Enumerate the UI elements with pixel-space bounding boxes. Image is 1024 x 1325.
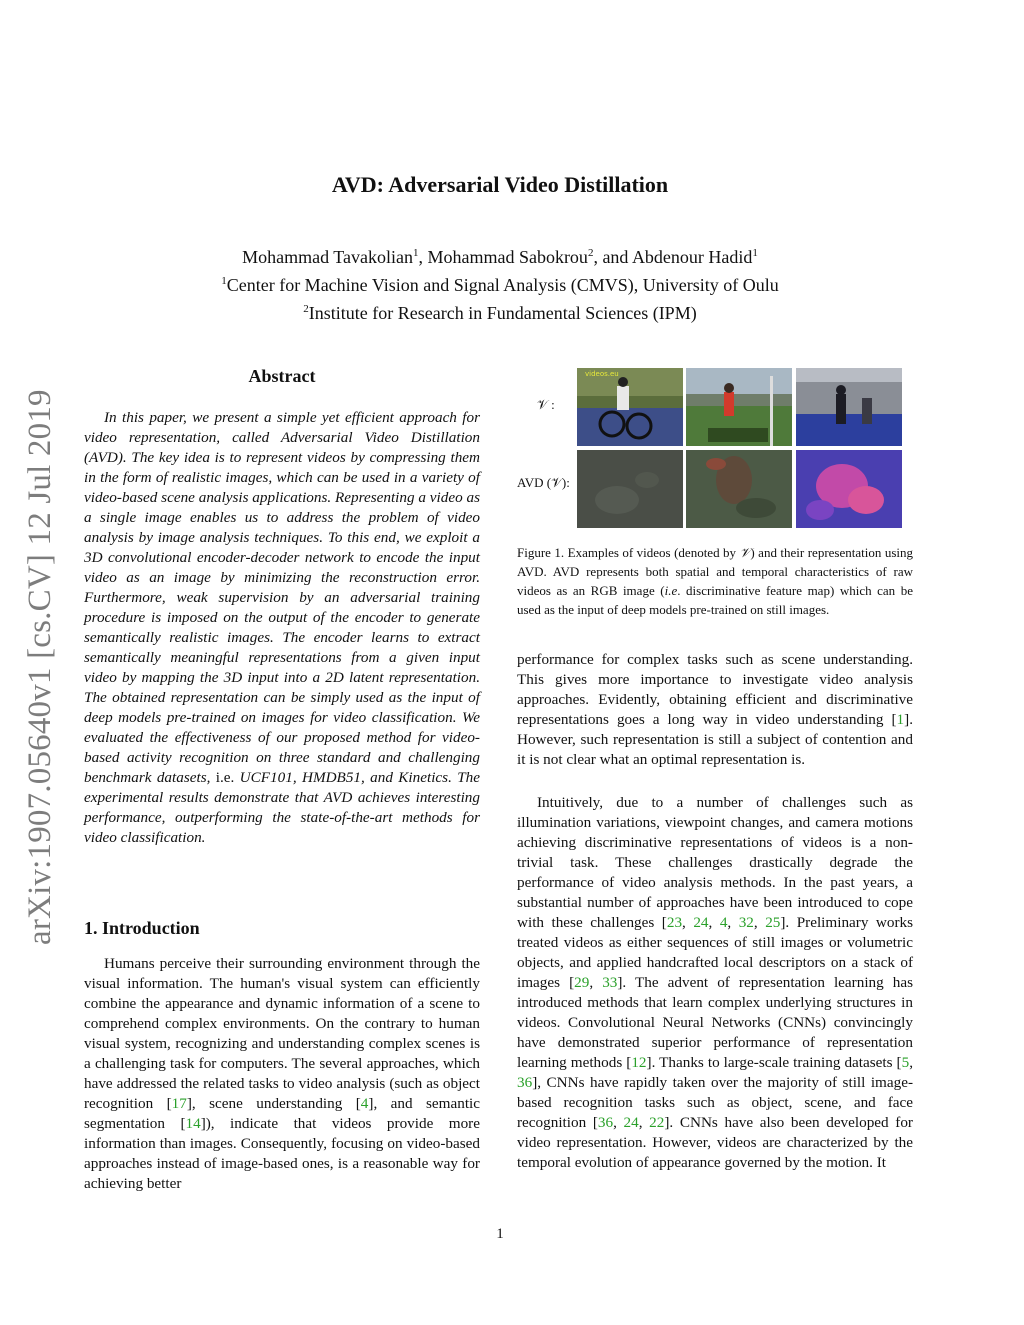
citation-link[interactable]: 12: [631, 1054, 647, 1071]
author-name: Mohammad Sabokrou: [427, 247, 588, 267]
row-label-video: 𝒱 :: [537, 397, 555, 412]
citation-link[interactable]: 23: [666, 914, 683, 931]
abstract-ie: i.e.: [210, 769, 240, 786]
citation-link[interactable]: 14: [185, 1115, 201, 1132]
right-paragraph-1: performance for complex tasks such as scene understanding. This gives more importance to investigate video analysis approaches. Evidently, obtaining efficient and discriminative representations goes a long way in video understanding [1]. However, such representation is still a subject of contention and it is not clear what an optimal representation is.: [517, 651, 913, 768]
citation-link[interactable]: 36: [517, 1074, 533, 1091]
citation-link[interactable]: 25: [765, 914, 781, 931]
author-affil-mark: 2: [587, 247, 594, 259]
paper-title: AVD: Adversarial Video Distillation: [331, 172, 669, 197]
affiliation-1: $^1$Center for Machine Vision and Signal Analysis (CMVS), University of Oulu: [221, 275, 779, 295]
affiliation-2: $^2$Institute for Research in Fundamental Sciences (IPM): [303, 303, 697, 323]
arxiv-stamp: arXiv:1907.05640v1 [cs.CV] 12 Jul 2019: [22, 389, 58, 945]
section-heading-introduction: 1. Introduction: [84, 918, 200, 938]
citation-link[interactable]: 24: [693, 914, 709, 931]
citation-link[interactable]: 29: [574, 974, 590, 991]
avd-representation-indoor: [796, 450, 902, 528]
author-name: Abdenour Hadid: [631, 247, 753, 267]
citation-link[interactable]: 4: [360, 1095, 369, 1112]
citation-link[interactable]: 36: [597, 1114, 614, 1131]
video-thumbnail-indoor: [796, 368, 902, 446]
avd-representation-golf: [686, 450, 792, 528]
right-paragraph-2: Intuitively, due to a number of challenges such as illumination variations, viewpoint changes, and camera motions achieving discriminative representations of videos is a non-trivial task. These challenges drastically degrade the performance of video analysis methods. In the past years, a substantial number of approaches have been introduced to cope with these challenges [23, 24, 4, 32, 25]. Preliminary works treated videos as either sequences of still images or volumetric objects, and applied handcrafted local descriptors on a stack of images [29, 33]. The advent of representation learning has introduced methods that learn complex underlying structures in videos. Convolutional Neural Networks (CNNs) convincingly have demonstrated superior performance of representation learning methods [12]. Thanks to large-scale training datasets [5, 36], CNNs have rapidly taken over the majority of still image-based recognition tasks such as object, scene, and face recognition [36, 24, 22]. CNNs have also been developed for video representation. However, videos are characterized by the temporal evolution of appearance governed by the motion. It: [517, 794, 914, 1171]
author-affil-mark: 1: [412, 247, 419, 259]
citation-link[interactable]: 5: [901, 1054, 910, 1071]
video-thumbnail-golf: [686, 368, 792, 446]
author-line: Mohammad Tavakolian$^1$, Mohammad Sabokrou$^2$, and Abdenour Hadid$^1$: [242, 247, 758, 267]
abstract-text: In this paper, we present a simple yet efficient approach for video representation, called Adversarial Video Distillation (AVD). The key idea is to represent videos by compressing them in the form of realistic images, which can be used in a variety of video-based scene analysis applications. Representing a video as a single image enables us to address the problem of video analysis by image analysis techniques. To this end, we exploit a 3D convolutional encoder-decoder network to encode the input video as an image by minimizing the reconstruction error. Furthermore, weak supervision by an adversarial training procedure is imposed on the output of the encoder to generate semantically realistic images. The encoder learns to extract semantically meaningful representations from a given input video by mapping the 3D input into a 2D latent representation. The obtained representation can be simply used as the input of deep models pre-trained on images for video classification. We evaluated the effectiveness of our proposed method for video-based activity recognition on three standard and challenging benchmark datasets, i.e. UCF101, HMDB51, and Kinetics. The experimental results demonstrate that AVD achieves interesting performance, outperforming the state-of-the-art methods for video classification.: [84, 409, 481, 846]
thumbnail-watermark: videos.eu: [585, 370, 619, 378]
avd-representation-cycling: [577, 450, 683, 528]
citation-link[interactable]: 17: [171, 1095, 187, 1112]
author-name: Mohammad Tavakolian: [242, 247, 413, 267]
citation-link[interactable]: 4: [719, 914, 728, 931]
figure-1: [517, 368, 913, 528]
intro-paragraph: Humans perceive their surrounding environment through the visual information. The human's visual system can efficiently combine the appearance and dynamic information of a scene to comprehend complex environments. On the contrary to human visual system, recognizing and understanding complex scenes is a challenging task for computers. The several approaches, which have addressed the related tasks to video analysis (such as object recognition [17], scene understanding [4], and semantic segmentation [14]), indicate that videos provide more information than images. Consequently, focusing on video-based approaches instead of image-based ones, is a reasonable way for achieving better: [84, 955, 480, 1192]
citation-link[interactable]: 22: [649, 1114, 665, 1131]
row-label-avd: AVD (𝒱):: [517, 475, 570, 490]
abstract-heading: Abstract: [248, 366, 316, 386]
video-thumbnail-cycling: [577, 368, 683, 446]
author-affil-mark: 1: [752, 247, 758, 259]
citation-link[interactable]: 24: [623, 1114, 639, 1131]
page-number: 1: [496, 1226, 504, 1242]
author-block: [0, 241, 1000, 325]
citation-link[interactable]: 32: [738, 914, 754, 931]
figure-1-caption: Figure 1. Examples of videos (denoted by 𝒱) and their representation using AVD. AVD represents both spatial and temporal characteristics of raw videos as an RGB image (i.e. discriminative feature map) which can be used as the input of deep models pre-trained on still images.: [517, 545, 913, 617]
citation-link[interactable]: 1: [896, 711, 905, 728]
citation-link[interactable]: 33: [602, 974, 618, 991]
